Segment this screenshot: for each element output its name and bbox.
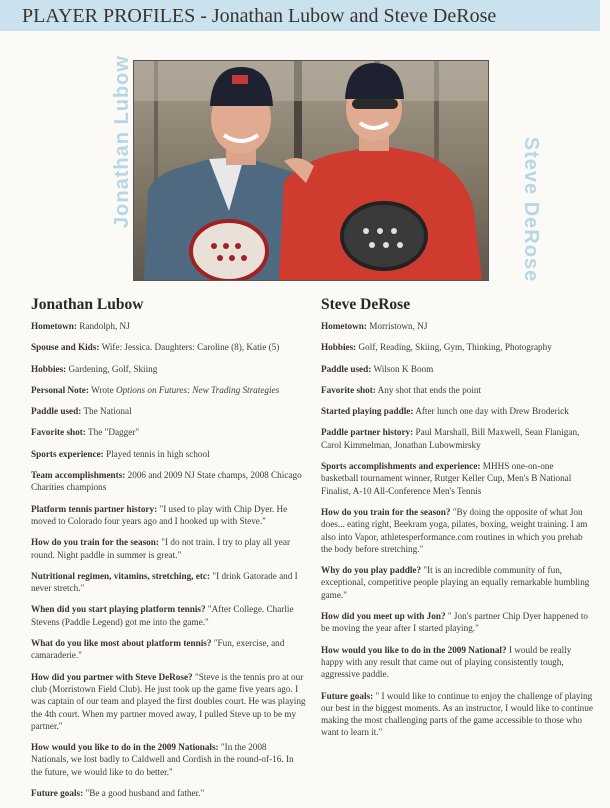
profile-question: Platform tennis partner history: <box>31 503 158 514</box>
profile-answer: 2006 and 2009 NJ State champs, 2008 Chicago Charities champions <box>31 470 302 493</box>
profile-item <box>321 644 593 681</box>
profile-question: Hometown: <box>321 321 367 331</box>
profile-item <box>31 363 306 375</box>
player-photo-illustration <box>134 61 488 280</box>
profile-question: Why do you play paddle? <box>321 565 422 576</box>
profile-question: Team accomplishments: <box>31 470 126 481</box>
header-bar <box>0 0 600 31</box>
profile-item <box>31 637 306 662</box>
profile-question: Started playing paddle: <box>321 406 414 417</box>
profile-item <box>31 787 306 799</box>
profile-answer: I would be really happy with any result that came out of playing consistently tough, aggressive paddle. <box>321 644 572 680</box>
profile-answer: "Fun, exercise, and camaraderie." <box>31 638 285 661</box>
profile-item <box>31 448 306 460</box>
profile-item <box>31 384 306 396</box>
profile-answer: Randolph, NJ <box>79 321 130 331</box>
profile-jonathan <box>31 296 306 808</box>
profile-question: Sports accomplishments and experience: <box>321 461 481 472</box>
profile-question: How would you like to do in the 2009 Nationals: <box>31 742 219 753</box>
side-name-left: Jonathan Lubow <box>110 55 133 228</box>
profile-items <box>321 320 593 739</box>
profile-answer: " I would like to continue to enjoy the challenge of playing our best in the biggest moments. As an instructor, I would like to continue making the most challenging parts of the game accessible to those who want to learn it." <box>321 690 593 738</box>
profile-question: Favorite shot: <box>31 427 86 438</box>
profile-item <box>321 384 593 396</box>
profile-item <box>31 570 306 595</box>
profile-answer: After lunch one day with Drew Broderick <box>415 406 569 417</box>
profile-item <box>321 690 593 739</box>
profile-answer: Played tennis in high school <box>106 448 210 459</box>
player-photo <box>133 60 489 281</box>
profile-item <box>31 603 306 628</box>
profile-question: Spouse and Kids: <box>31 342 100 353</box>
profile-answer: "By doing the opposite of what Jon does... eating right, Beekram yoga, pilates, boxing, weight training. I am also into Vapor, athletesperformance.com routines in which you prehab the body before stretching." <box>321 506 588 554</box>
profile-answer: "I drink Gatorade and I never stretch." <box>31 570 298 594</box>
profile-item <box>321 460 593 497</box>
profile-answer: "In the 2008 Nationals, we lost badly to Caldwell and Cordish in the round-of-16. In the future, we would like to do better." <box>31 742 294 777</box>
profile-answer: Paul Marshall, Bill Maxwell, Sean Flanigan, Carol Kimmelman, Jonathan Lubowmirsky <box>321 427 580 450</box>
player-name: Steve DeRose <box>321 296 411 313</box>
profile-question: Future goals: <box>321 690 374 701</box>
profile-answer: "Be a good husband and father." <box>85 788 205 799</box>
profile-answer: Wrote <box>91 384 114 395</box>
profile-item <box>31 671 306 732</box>
profile-question: Hobbies: <box>321 342 357 353</box>
profile-item <box>31 405 306 417</box>
profile-answer: "I used to play with Chip Dyer. He moved to Colorado four years ago and I hooked up with Steve." <box>31 503 288 526</box>
profile-question: Future goals: <box>31 788 84 799</box>
profile-question: Paddle used: <box>321 363 372 374</box>
profile-question: How do you train for the season: <box>31 537 159 548</box>
profile-item <box>31 320 306 332</box>
profile-item <box>31 741 306 778</box>
profile-answer: Wilson K Boom <box>373 363 434 374</box>
profile-answer: The "Dagger" <box>88 427 140 438</box>
profile-items <box>31 320 306 799</box>
profile-question: Nutritional regimen, vitamins, stretching, etc: <box>31 570 211 581</box>
profile-answer: " Jon's partner Chip Dyer happened to be moving the year after I started playing." <box>321 611 588 634</box>
profile-item <box>321 610 593 635</box>
profile-question: Favorite shot: <box>321 384 376 395</box>
player-name: Jonathan Lubow <box>31 296 144 313</box>
profile-answer: Golf, Reading, Skiing, Gym, Thinking, Photography <box>358 342 552 353</box>
profile-answer: Gardening, Golf, Skiing <box>68 363 158 374</box>
profile-item <box>31 426 306 438</box>
profile-question: How did you meet up with Jon? <box>321 611 446 622</box>
profile-steve <box>321 296 593 748</box>
profile-question: Sports experience: <box>31 448 104 459</box>
profile-question: What do you like most about platform tennis? <box>31 638 212 649</box>
profile-answer: Morristown, NJ <box>369 321 428 331</box>
profile-item <box>31 341 306 353</box>
profile-item <box>321 363 593 375</box>
profile-question: Hobbies: <box>31 363 67 374</box>
profile-question: Paddle used: <box>31 406 82 417</box>
profile-answer: Any shot that ends the point <box>377 384 482 395</box>
side-name-right: Steve DeRose <box>520 136 543 283</box>
profile-question: How would you like to do in the 2009 National? <box>321 644 507 655</box>
profile-item <box>321 405 593 417</box>
profile-question: Paddle partner history: <box>321 427 414 438</box>
profile-answer: "I do not train. I try to play all year round. Night paddle in summer is great." <box>31 537 291 560</box>
profile-item <box>321 341 593 353</box>
profile-item <box>31 536 306 561</box>
profile-answer: "After College. Charlie Stevens (Paddle Legend) got me into the game." <box>31 604 294 627</box>
profile-question: How do you train for the season? <box>321 506 451 517</box>
profile-item <box>321 506 593 555</box>
page-title: PLAYER PROFILES - Jonathan Lubow and Steve DeRose <box>22 5 497 27</box>
profile-question: How did you partner with Steve DeRose? <box>31 671 193 682</box>
profile-item <box>31 503 306 528</box>
profile-answer: Wife: Jessica. Daughters: Caroline (8), Katie (5) <box>101 342 280 353</box>
profile-answer: MHHS one-on-one basketball tournament winner, Rutger Keller Cup, Men's B National Finalist, A-10 All-Conference Men's Tennis <box>321 461 572 496</box>
profile-question: Personal Note: <box>31 384 89 395</box>
profile-answer: The National <box>83 406 132 417</box>
profile-question: When did you start playing platform tennis? <box>31 604 206 615</box>
profile-item <box>31 469 306 494</box>
profile-item <box>321 320 593 332</box>
profile-answer-title: Options on Futures: New Trading Strategies <box>115 384 280 395</box>
profile-item <box>321 564 593 601</box>
profile-question: Hometown: <box>31 321 77 331</box>
profile-answer: "Steve is the tennis pro at our club (Morristown Field Club). He just took up the game five years ago. I was captain of our team and played the first doubles court. He was playing the 4th court. When my partner moved away, I pulled Steve up to be my partner." <box>31 671 306 731</box>
profile-item <box>321 426 593 451</box>
profile-answer: "It is an incredible community of fun, exceptional, competitive people playing an equally remarkable humbling game." <box>321 565 590 600</box>
